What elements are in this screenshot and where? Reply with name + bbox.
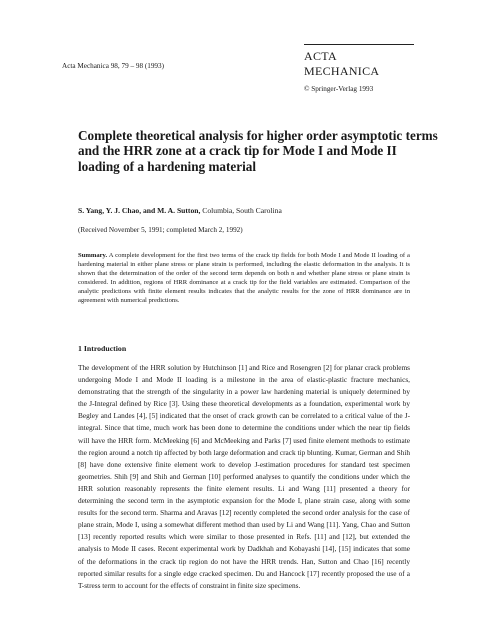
summary-label: Summary. — [78, 252, 108, 259]
publisher-line: © Springer-Verlag 1993 — [304, 85, 374, 93]
journal-name: ACTA MECHANICA — [304, 49, 380, 78]
author-location: Columbia, South Carolina — [202, 206, 282, 215]
section-body — [78, 362, 410, 592]
article-title: Complete theoretical analysis for higher order asymptotic terms and the HRR zone at a crack tip for Mode I and Mode II loading of a hardening material — [78, 128, 438, 174]
received-dates: (Received November 5, 1991; completed March 2, 1992) — [78, 226, 243, 234]
author-names: S. Yang, Y. J. Chao, and M. A. Sutton, — [78, 206, 201, 215]
section-heading: 1 Introduction — [78, 344, 127, 353]
journal-citation: Acta Mechanica 98, 79 – 98 (1993) — [62, 62, 164, 70]
author-line — [78, 206, 282, 215]
summary-text: A complete development for the first two terms of the crack tip fields for both Mode I and Mode II loading of a hardening material in either plane stress or plane strain is performed, including the elastic deformation in the analysis. It is shown that the determination of the order of the second term depends on both n and whether plane stress or plane strain is considered. In addition, regions of HRR dominance at a crack tip for the field variables are estimated. Comparison of the analytic predictions with finite element results indicates that the analytic results for the zone of HRR dominance are in agreement with numerical predictions. — [78, 252, 410, 304]
intro-paragraph: The development of the HRR solution by Hutchinson [1] and Rice and Rosengren [2] for planar crack problems undergoing Mode I and Mode II loading is a milestone in the area of elastic-plastic fracture mechanics, demonstrating that the strength of the singularity in a power law hardening material is uniquely determined by the J-Integral defined by Rice [3]. Using these theoretical developments as a foundation, experimental work by Begley and Landes [4], [5] indicated that the onset of crack growth can be correlated to a critical value of the J-integral. Since that time, much work has been done to determine the conditions under which the near tip fields will have the HRR form. McMeeking [6] and McMeeking and Parks [7] used finite element methods to estimate the region around a notch tip affected by both large deformation and crack tip blunting. Kumar, German and Shih [8] have done extensive finite element work to develop J-estimation procedures for standard test specimen geometries. Shih [9] and Shih and German [10] performed analyses to quantify the conditions under which the HRR solution reasonably represents the finite element results. Li and Wang [11] presented a theory for determining the second term in the asymptotic expansion for the Mode I, plane strain case, along with some results for the second term. Sharma and Aravas [12] recently completed the second order analysis for the case of plane strain, Mode I, using a somewhat different method than used by Li and Wang [11]. Yang, Chao and Sutton [13] recently reported results which were similar to those presented in Refs. [11] and [12], but extended the analysis to Mode II cases. Recent experimental work by Dadkhah and Kobayashi [14], [15] indicates that some of the deformations in the crack tip region do not have the HRR trends. Han, Sutton and Chao [16] recently reported similar results for a single edge cracked specimen. Du and Hancock [17] recently proposed the use of a T-stress term to account for the effects of constraint in finite size specimens. — [78, 363, 410, 590]
brand-rule — [304, 44, 414, 45]
abstract — [78, 252, 410, 305]
journal-brand — [304, 44, 414, 93]
